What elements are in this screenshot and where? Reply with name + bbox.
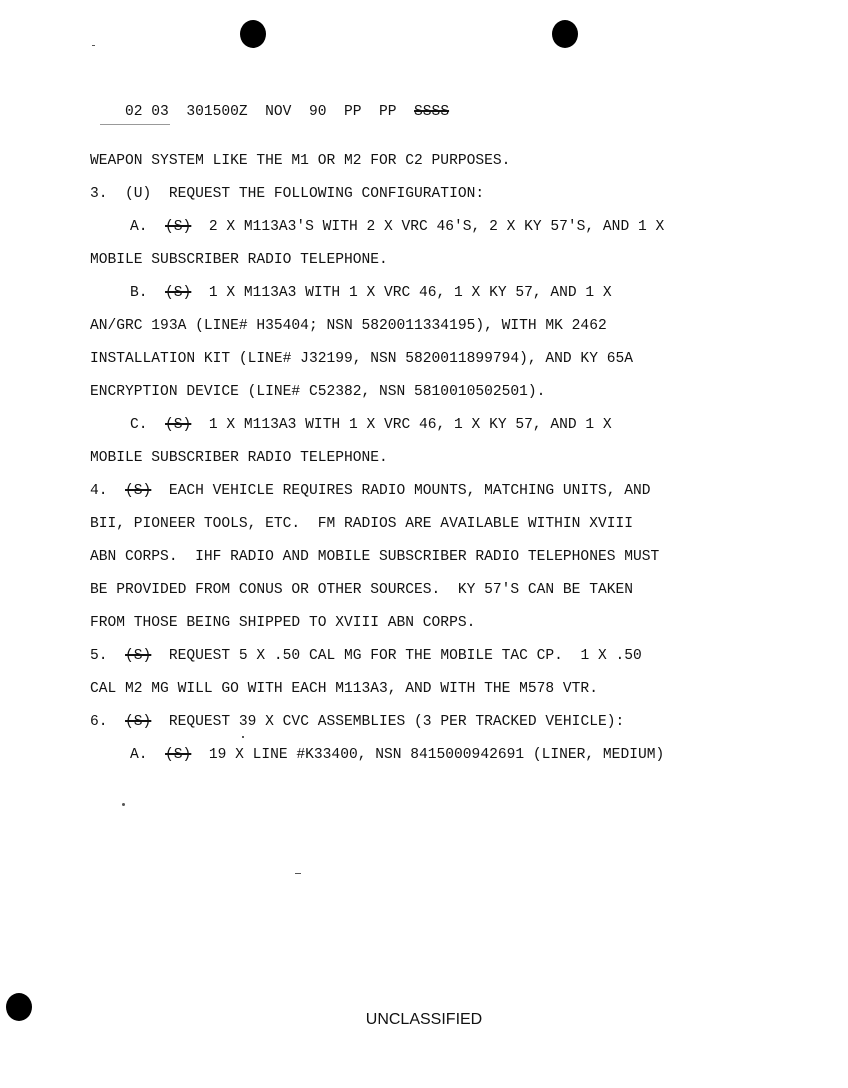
header-text: 02 03 301500Z NOV 90 PP PP: [125, 104, 397, 120]
item-3a: [130, 219, 664, 235]
text-line-1: WEAPON SYSTEM LIKE THE M1 OR M2 FOR C2 PURPOSES.: [90, 153, 511, 169]
classification-footer: UNCLASSIFIED: [365, 1011, 483, 1028]
item-label: A.: [130, 219, 148, 235]
text-line-10: MOBILE SUBSCRIBER RADIO TELEPHONE.: [90, 450, 388, 466]
text-line-15: FROM THOSE BEING SHIPPED TO XVIII ABN CORPS.: [90, 615, 476, 631]
section-text: EACH VEHICLE REQUIRES RADIO MOUNTS, MATCHING UNITS, AND: [168, 483, 651, 499]
text-line-14: BE PROVIDED FROM CONUS OR OTHER SOURCES. KY 57'S CAN BE TAKEN: [90, 582, 633, 598]
text-line-12: BII, PIONEER TOOLS, ETC. FM RADIOS ARE AVAILABLE WITHIN XVIII: [90, 516, 633, 532]
text-line-6: AN/GRC 193A (LINE# H35404; NSN 5820011334195), WITH MK 2462: [90, 318, 607, 334]
scan-speck: [242, 736, 244, 738]
text-line-17: CAL M2 MG WILL GO WITH EACH M113A3, AND WITH THE M578 VTR.: [90, 681, 598, 697]
section-number: 6.: [90, 714, 108, 730]
section-number: 4.: [90, 483, 108, 499]
section-text: REQUEST 39 X CVC ASSEMBLIES (3 PER TRACKED VEHICLE):: [168, 714, 625, 730]
text-line-13: ABN CORPS. IHF RADIO AND MOBILE SUBSCRIBER RADIO TELEPHONES MUST: [90, 549, 660, 565]
text-line-8: ENCRYPTION DEVICE (LINE# C52382, NSN 5810010502501).: [90, 384, 546, 400]
struck-marking: (S): [125, 648, 152, 664]
item-3c: [130, 417, 612, 433]
punch-hole-top-right: [552, 20, 578, 48]
item-6a: [130, 747, 664, 763]
section-6: [90, 714, 624, 730]
item-label: C.: [130, 417, 148, 433]
section-number: 5.: [90, 648, 108, 664]
struck-marking: (S): [125, 714, 152, 730]
struck-marking: (S): [165, 285, 192, 301]
punch-hole-top-left: [240, 20, 266, 48]
struck-marking: (S): [165, 747, 192, 763]
section-4: [90, 483, 651, 499]
item-label: A.: [130, 747, 148, 763]
struck-classification: SSSS: [414, 104, 450, 120]
item-text: 1 X M113A3 WITH 1 X VRC 46, 1 X KY 57, AND 1 X: [208, 417, 612, 433]
item-text: 19 X LINE #K33400, NSN 8415000942691 (LINER, MEDIUM): [208, 747, 665, 763]
section-text: REQUEST 5 X .50 CAL MG FOR THE MOBILE TAC CP. 1 X .50: [168, 648, 642, 664]
item-3b: [130, 285, 612, 301]
item-text: 1 X M113A3 WITH 1 X VRC 46, 1 X KY 57, AND 1 X: [208, 285, 612, 301]
scan-speck: [122, 803, 125, 806]
scan-speck: [295, 873, 301, 874]
section-5: [90, 648, 642, 664]
scan-speck: [92, 45, 95, 46]
message-header: [90, 88, 449, 136]
struck-marking: (S): [165, 219, 192, 235]
item-text: 2 X M113A3'S WITH 2 X VRC 46'S, 2 X KY 57'S, AND 1 X: [208, 219, 665, 235]
text-line-7: INSTALLATION KIT (LINE# J32199, NSN 5820011899794), AND KY 65A: [90, 351, 633, 367]
struck-marking: (S): [165, 417, 192, 433]
text-line-4: MOBILE SUBSCRIBER RADIO TELEPHONE.: [90, 252, 388, 268]
section-3-heading: 3. (U) REQUEST THE FOLLOWING CONFIGURATION:: [90, 186, 485, 202]
struck-marking: (S): [125, 483, 152, 499]
item-label: B.: [130, 285, 148, 301]
